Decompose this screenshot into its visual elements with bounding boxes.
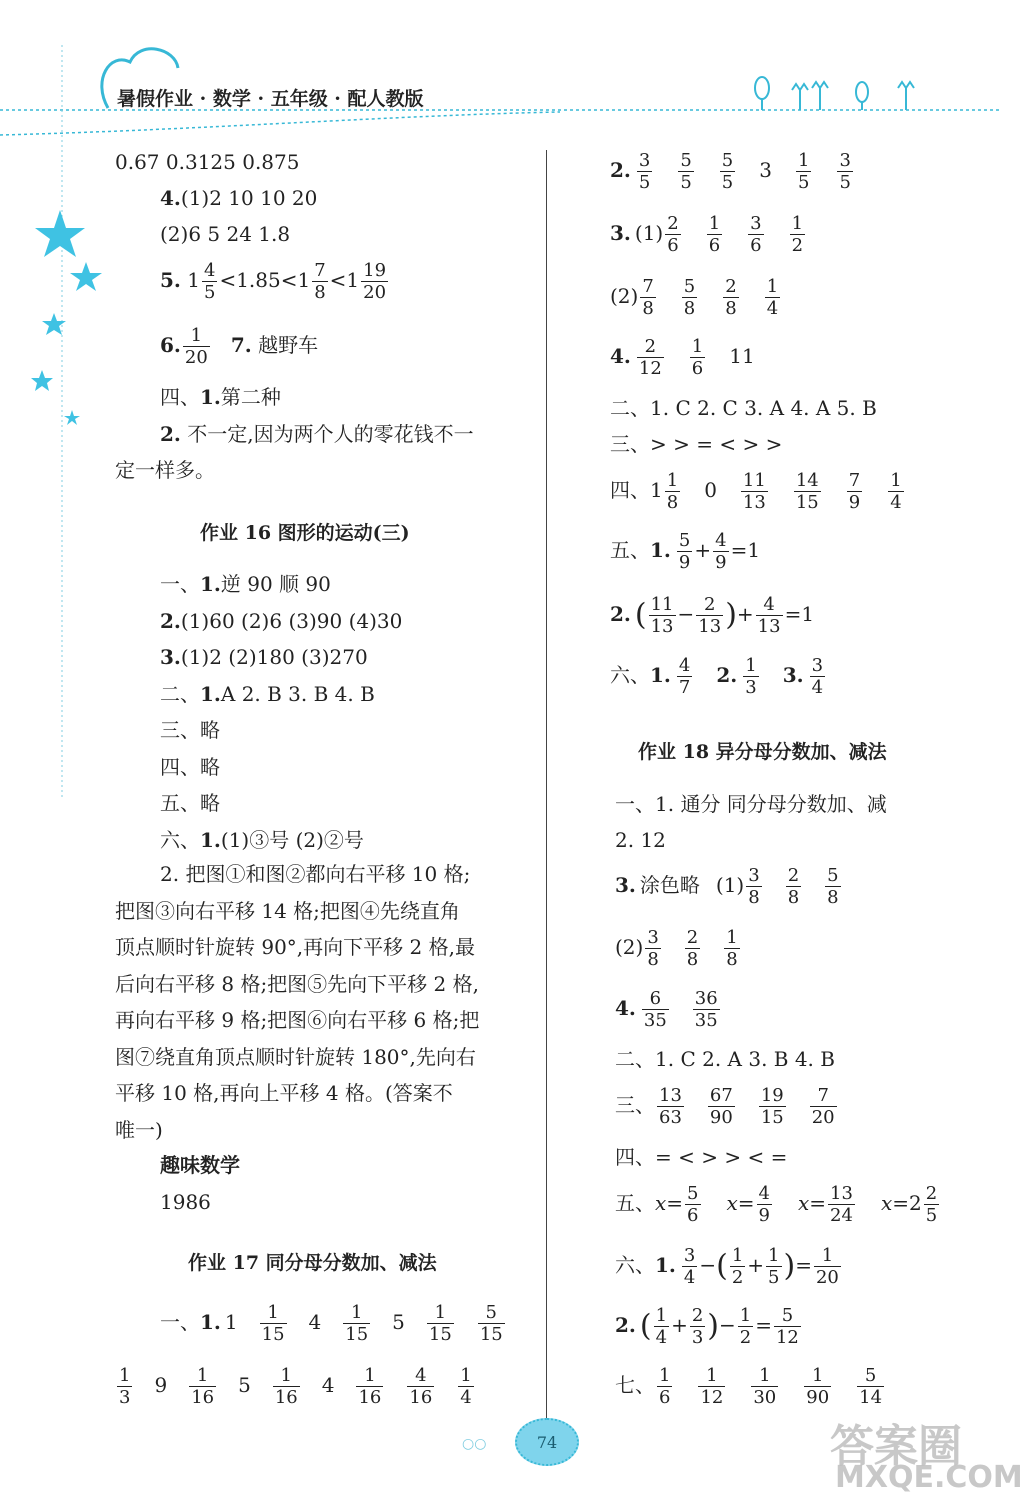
section-title: 作业 16 图形的运动(三) [200, 522, 410, 544]
fraction: $\frac{4}{16}$ [409, 1365, 433, 1408]
answer-line: 2. ( $\frac{1}{4}$ + $\frac{2}{3}$ )− $\frac{1}{2}$ = $\frac{5}{12}$ [615, 1305, 803, 1348]
column-divider [546, 150, 547, 1440]
fraction: $\frac{3}{5}$ [839, 150, 851, 193]
watermark: 答案圈 [830, 1421, 962, 1472]
fraction: $\frac{2}{6}$ [667, 213, 679, 256]
watermark-url: MXQE.COM [835, 1460, 1023, 1495]
answer-line: 3.(1)2 (2)180 (3)270 [160, 645, 368, 669]
answer-line: (2)6 5 24 1.8 [160, 222, 291, 246]
answer-line: 一、1. 1 $\frac{1}{15}$ 4 $\frac{1}{15}$ 5 $\frac{1}{15}$ $\frac{5}{15}$ [160, 1302, 507, 1345]
fraction: $\frac{11}{13}$ [742, 470, 766, 513]
fraction: $\frac{5}{5}$ [721, 150, 734, 193]
dots-decoration: ○○ [462, 1436, 487, 1452]
answer-line: 四、1 $\frac{1}{8}$ 0 $\frac{11}{13}$ $\frac{14}{15}$ $\frac{7}{9}$ $\frac{1}{4}$ [610, 470, 906, 513]
fraction: 4 [321, 1373, 335, 1397]
paragraph-line: 把图③向右平移 14 格;把图④先绕直角 [115, 898, 460, 923]
answer-line: 四、1.第二种 [160, 385, 281, 409]
answer-line: 4. $\frac{2}{12}$ $\frac{1}{6}$ 11 [610, 336, 755, 379]
star-icon [31, 370, 53, 391]
fraction: $\frac{5}{5}$ [680, 150, 692, 193]
fraction: $\frac{1}{15}$ [345, 1302, 369, 1345]
fraction: $\frac{5}{14}$ [859, 1365, 883, 1408]
fraction: $\frac{1}{2}$ [739, 1305, 752, 1348]
answer-line: 2. 不一定,因为两个人的零花钱不一 [160, 422, 474, 446]
fraction: $\frac{1}{6}$ [691, 336, 704, 379]
section-title: 作业 18 异分母分数加、减法 [638, 741, 887, 763]
answer-line: 三、> > = < > > [610, 432, 783, 456]
answer-line: 四、= < > > < = [615, 1145, 788, 1169]
fraction: $\frac{1}{16}$ [274, 1365, 298, 1408]
fraction: $\frac{5}{12}$ [775, 1305, 799, 1348]
answer-line: 六、1. $\frac{3}{4}$ −( $\frac{1}{2}$ + $\frac{1}{5}$ )= $\frac{1}{20}$ [615, 1245, 843, 1288]
fraction: 5 [392, 1310, 405, 1334]
fraction: $\frac{19}{15}$ [760, 1085, 784, 1128]
fraction: $\frac{7}{9}$ [848, 470, 861, 513]
fraction: $\frac{1}{4}$ [890, 470, 902, 513]
star-icon [70, 262, 102, 291]
star-icon [64, 410, 80, 425]
answer-line: 6. $\frac{1}{20}$ 7. 越野车 [160, 325, 319, 368]
fraction: $\frac{1}{5}$ [768, 1245, 780, 1288]
fraction: $\frac{67}{90}$ [709, 1085, 733, 1128]
fraction: $\frac{1}{8}$ [726, 927, 738, 970]
fraction: $\frac{2}{3}$ [691, 1305, 704, 1348]
fraction: $\frac{2}{8}$ [787, 865, 800, 908]
fraction: $\frac{4}{13}$ [757, 594, 781, 637]
fraction: $\frac{4}{7}$ [678, 655, 691, 698]
answer-line: 4.(1)2 10 10 20 [160, 186, 318, 210]
fraction: $\frac{3}{5}$ [638, 150, 651, 193]
fraction: $\frac{1}{16}$ [358, 1365, 382, 1408]
paragraph-line: 后向右平移 8 格;把图⑤先向下平移 2 格, [115, 971, 479, 996]
fraction: $\frac{1}{2}$ [791, 213, 804, 256]
answer-line: 2.(1)60 (2)6 (3)90 (4)30 [160, 608, 403, 633]
fraction: $\frac{1}{4}$ [460, 1365, 472, 1408]
stars-decoration [20, 200, 110, 440]
fraction: $\frac{1}{15}$ [261, 1302, 285, 1345]
answer-line: 2. 12 [615, 828, 666, 852]
fraction: $\frac{5}{9}$ [678, 530, 691, 573]
fraction: $\frac{3}{4}$ [811, 655, 824, 698]
paragraph-line: 唯一) [115, 1117, 163, 1142]
fraction: $\frac{5}{8}$ [827, 865, 839, 908]
fraction: $\frac{6}{35}$ [643, 988, 667, 1031]
fraction: 5 [238, 1373, 251, 1397]
fraction: $\frac{1}{6}$ [659, 1365, 671, 1408]
fraction: $\frac{1}{2}$ [731, 1245, 744, 1288]
fraction: $\frac{5}{15}$ [479, 1302, 503, 1345]
answer-line [115, 1365, 476, 1408]
fraction: $\frac{1}{3}$ [119, 1365, 131, 1408]
fraction: $\frac{36}{35}$ [694, 988, 718, 1031]
fraction: $\frac{2}{8}$ [725, 276, 737, 319]
fraction: $\frac{1}{30}$ [753, 1365, 777, 1408]
fraction: $\frac{1}{3}$ [745, 655, 757, 698]
answer-line: (2) $\frac{3}{8}$ $\frac{2}{8}$ $\frac{1}{8}$ [615, 927, 742, 970]
fraction: $\frac{13}{63}$ [659, 1085, 682, 1128]
answer-line: 五、x= $\frac{5}{6}$ x= $\frac{4}{9}$ x= $\frac{13}{24}$ x=2 $\frac{2}{5}$ [615, 1183, 941, 1226]
fraction: x= $\frac{4}{9}$ [726, 1183, 770, 1226]
fraction: x=2 $\frac{2}{5}$ [880, 1183, 938, 1226]
answer-line: 0.67 0.3125 0.875 [115, 150, 300, 174]
fraction: $\frac{3}{8}$ [647, 927, 659, 970]
fraction: 3 [759, 158, 772, 182]
fraction: $\frac{4}{9}$ [715, 530, 727, 573]
fraction: $\frac{3}{8}$ [748, 865, 760, 908]
answer-line: 一、1.逆 90 顺 90 [160, 572, 331, 596]
fraction: $\frac{14}{15}$ [795, 470, 819, 513]
fraction: 1 [224, 1310, 238, 1334]
answer-line: 4. $\frac{6}{35}$ $\frac{36}{35}$ [615, 988, 722, 1031]
answer-line: 五、1. $\frac{5}{9}$ + $\frac{4}{9}$ =1 [610, 530, 761, 573]
fraction: $\frac{1}{90}$ [806, 1365, 830, 1408]
fraction: $\frac{3}{4}$ [683, 1245, 696, 1288]
answer-line: 一、1. 通分 同分母分数加、减 [615, 792, 887, 816]
tulip-icon [755, 77, 914, 110]
fraction: $\frac{1}{15}$ [428, 1302, 452, 1345]
fraction: $\frac{3}{6}$ [750, 213, 762, 256]
fraction: $\frac{1}{16}$ [191, 1365, 215, 1408]
fraction: $\frac{11}{13}$ [650, 594, 674, 637]
fraction: $\frac{2}{8}$ [686, 927, 699, 970]
answer-line: 三、 $\frac{13}{63}$ $\frac{67}{90}$ $\frac{19}{15}$ $\frac{7}{20}$ [615, 1085, 839, 1128]
fraction: x= $\frac{5}{6}$ [655, 1183, 699, 1226]
fraction: $\frac{1}{4}$ [655, 1305, 668, 1348]
answer-line: 3. (1) $\frac{2}{6}$ $\frac{1}{6}$ $\frac{3}{6}$ $\frac{1}{2}$ [610, 213, 807, 256]
fraction: $\frac{5}{8}$ [683, 276, 696, 319]
fun-math-title: 趣味数学 [160, 1153, 240, 1177]
fraction: 9 [154, 1373, 168, 1397]
answer-line: 二、1. C 2. C 3. A 4. A 5. B [610, 396, 877, 420]
header-title: 暑假作业 · 数学 · 五年级 · 配人教版 [117, 88, 424, 110]
answer-line: 六、1.(1)③号 (2)②号 [160, 827, 364, 852]
answer-line: (2) $\frac{7}{8}$ $\frac{5}{8}$ $\frac{2}{8}$ $\frac{1}{4}$ [610, 276, 782, 319]
fraction: $\frac{7}{20}$ [811, 1085, 835, 1128]
answer-line: 3. 涂色略 (1) $\frac{3}{8}$ $\frac{2}{8}$ $\frac{5}{8}$ [615, 865, 843, 908]
fraction: x= $\frac{13}{24}$ [798, 1183, 853, 1226]
fraction: 0 [704, 478, 717, 502]
fraction: $\frac{1}{4}$ [766, 276, 779, 319]
fraction: $\frac{1}{6}$ [708, 213, 721, 256]
paragraph-line: 图⑦绕直角顶点顺时针旋转 180°,先向右 [115, 1044, 476, 1069]
fraction: $\frac{2}{12}$ [638, 336, 662, 379]
fraction: 1 $\frac{1}{8}$ [650, 470, 679, 513]
answer-line: 定一样多。 [115, 458, 215, 482]
fun-math-answer: 1986 [160, 1190, 211, 1214]
fraction: 11 [729, 344, 755, 368]
star-icon [42, 313, 66, 335]
page-number: 74 [515, 1418, 579, 1466]
fraction: $\frac{1}{5}$ [797, 150, 810, 193]
fraction: $\frac{2}{13}$ [698, 594, 722, 637]
answer-line: 七、 $\frac{1}{6}$ $\frac{1}{12}$ $\frac{1}{30}$ $\frac{1}{90}$ $\frac{5}{14}$ [615, 1365, 886, 1408]
header-decoration [0, 0, 1000, 140]
paragraph-line: 顶点顺时针旋转 90°,再向下平移 2 格,最 [115, 935, 475, 959]
answer-line: 5. 1 $\frac{4}{5}$ <1.85<1 $\frac{7}{8}$ <1 $\frac{19}{20}$ [160, 260, 387, 303]
paragraph-line: 2. 把图①和图②都向右平移 10 格; [160, 862, 471, 886]
answer-line: 2. ( $\frac{11}{13}$ − $\frac{2}{13}$ )+ $\frac{4}{13}$ =1 [610, 594, 815, 637]
fraction: $\frac{1}{12}$ [700, 1365, 724, 1408]
section-title: 作业 17 同分母分数加、减法 [188, 1252, 437, 1274]
fraction: $\frac{1}{20}$ [815, 1245, 839, 1288]
answer-line: 二、1. C 2. A 3. B 4. B [615, 1047, 835, 1071]
answer-line: 六、1. $\frac{4}{7}$ 2. $\frac{1}{3}$ 3. $\frac{3}{4}$ [610, 655, 827, 698]
answer-line: 二、1.A 2. B 3. B 4. B [160, 681, 375, 706]
paragraph-line: 平移 10 格,再向上平移 4 格。(答案不 [115, 1081, 453, 1105]
answer-line: 三、略 [160, 718, 220, 742]
fraction: 4 [308, 1310, 322, 1334]
star-icon [35, 210, 85, 257]
answer-line: 四、略 [160, 754, 220, 779]
answer-line: 2. $\frac{3}{5}$ $\frac{5}{5}$ $\frac{5}{5}$ 3 $\frac{1}{5}$ $\frac{3}{5}$ [610, 150, 855, 193]
paragraph-line: 再向右平移 9 格;把图⑥向右平移 6 格;把 [115, 1008, 480, 1032]
fraction: $\frac{7}{8}$ [642, 276, 654, 319]
answer-line: 五、略 [160, 791, 220, 815]
